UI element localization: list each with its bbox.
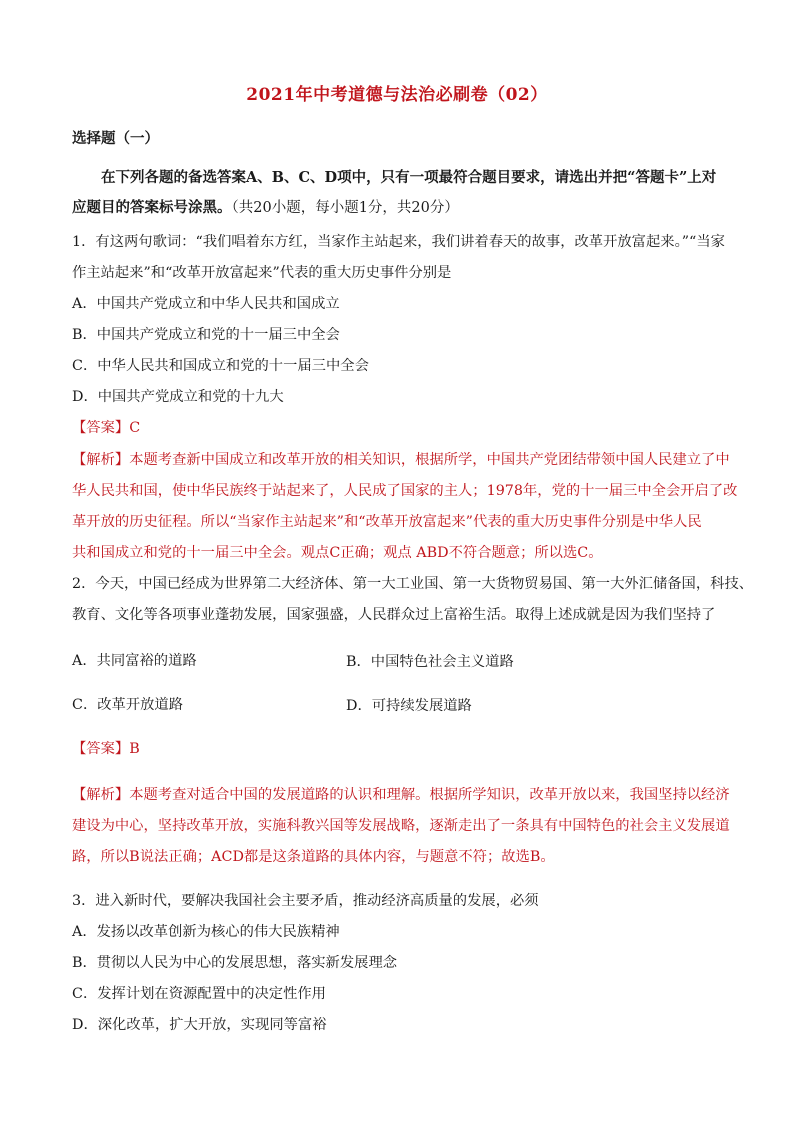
- instructions-normal: （共20小题，每小题1分，共20分）: [231, 200, 459, 216]
- q2-stem-line-1: 2．今天，中国已经成为世界第二大经济体、第一大工业国、第一大货物贸易国、第一大外汇储备国，科技、: [72, 576, 754, 592]
- answer-value: C: [129, 420, 141, 436]
- q3-option-d: D．深化改革，扩大开放，实现同等富裕: [72, 1017, 327, 1033]
- answer-tag: 【答案】: [72, 420, 130, 436]
- instructions: [72, 163, 722, 223]
- q1-stem-line-2: 作主站起来”和“改革开放富起来”代表的重大历史事件分别是: [72, 265, 452, 281]
- q2-option-b: B．中国特色社会主义道路: [346, 654, 514, 670]
- q3-option-c: C．发挥计划在资源配置中的决定性作用: [72, 986, 326, 1002]
- q3-option-a: A．发扬以改革创新为核心的伟大民族精神: [72, 924, 340, 940]
- q1-analysis-line-2: 华人民共和国，使中华民族终于站起来了，人民成了国家的主人；1978年，党的十一届三中全会开启了改: [72, 483, 738, 499]
- analysis-text: 本题考查对适合中国的发展道路的认识和理解。根据所学知识，改革开放以来，我国坚持以经济: [129, 787, 730, 803]
- q1-analysis-line-3: 革开放的历史征程。所以“当家作主站起来”和“改革开放富起来”代表的重大历史事件分别是中华人民: [72, 514, 702, 530]
- q2-analysis-line-2: 建设为中心，坚持改革开放，实施科教兴国等发展战略，逐渐走出了一条具有中国特色的社会主义发展道: [72, 818, 730, 834]
- instructions-bold: 在下列各题的备选答案A、B、C、D项中，只有一项最符合题目要求，请选出并把“答题卡”上对应题目的答案标号涂黑。: [72, 169, 717, 216]
- q2-option-a: A．共同富裕的道路: [72, 653, 197, 669]
- answer-value: B: [129, 741, 140, 757]
- q1-stem-line-1: 1．有这两句歌词：“我们唱着东方红，当家作主站起来，我们讲着春天的故事，改革开放富起来。”“当家: [72, 234, 725, 250]
- q1-analysis-line-1: [72, 450, 732, 470]
- q2-answer: [72, 739, 732, 759]
- q3-stem: 3．进入新时代，要解决我国社会主要矛盾，推动经济高质量的发展，必须: [72, 893, 539, 909]
- q1-option-d: D．中国共产党成立和党的十九大: [72, 389, 284, 405]
- analysis-tag: 【解析】: [72, 787, 130, 803]
- q2-option-d: D．可持续发展道路: [346, 698, 472, 714]
- answer-tag: 【答案】: [72, 741, 130, 757]
- q1-answer: [72, 418, 732, 438]
- q1-option-c: C．中华人民共和国成立和党的十一届三中全会: [72, 358, 369, 374]
- analysis-text: 本题考查新中国成立和改革开放的相关知识，根据所学，中国共产党团结带领中国人民建立了中: [129, 452, 730, 468]
- q3-option-b: B．贯彻以人民为中心的发展思想，落实新发展理念: [72, 955, 398, 971]
- q1-option-b: B．中国共产党成立和党的十一届三中全会: [72, 327, 340, 343]
- q2-option-c: C．改革开放道路: [72, 697, 184, 713]
- q1-analysis-line-4: 共和国成立和党的十一届三中全会。观点C正确；观点 ABD不符合题意；所以选C。: [72, 545, 603, 561]
- section-heading: 选择题（一）: [72, 130, 159, 147]
- q1-option-a: A．中国共产党成立和中华人民共和国成立: [72, 296, 340, 312]
- q2-analysis-line-3: 路，所以B说法正确；ACD都是这条道路的具体内容，与题意不符；故选B。: [72, 849, 555, 865]
- q2-analysis-line-1: [72, 785, 732, 805]
- analysis-tag: 【解析】: [72, 452, 130, 468]
- q2-stem-line-2: 教育、文化等各项事业蓬勃发展，国家强盛，人民群众过上富裕生活。取得上述成就是因为我们坚持了: [72, 607, 716, 623]
- page-title: 2021年中考道德与法治必刷卷（02）: [246, 85, 548, 105]
